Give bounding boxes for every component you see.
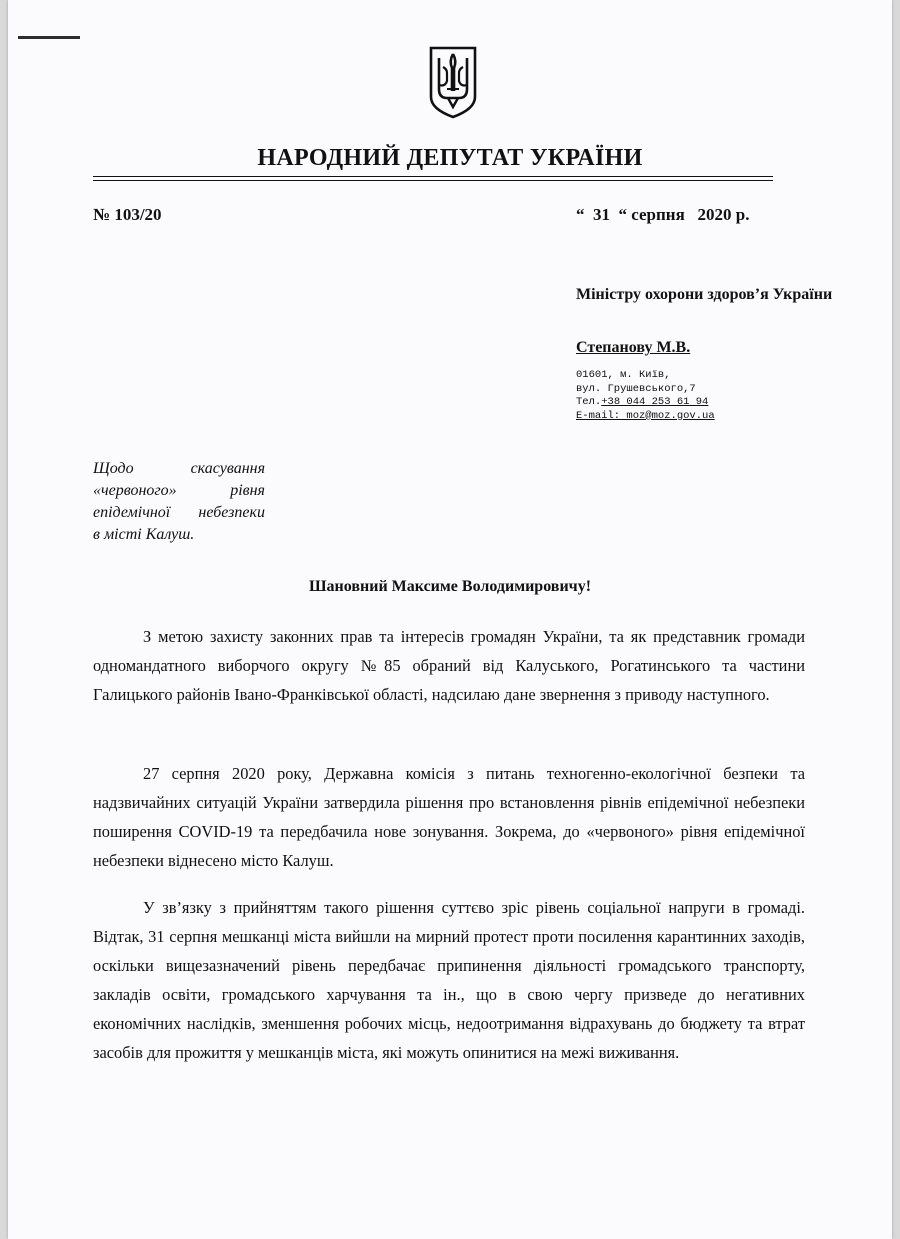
phone-link[interactable]: +38 044 253 61 94: [601, 396, 709, 408]
body-paragraph-1: [93, 622, 805, 709]
letter-page: [8, 0, 892, 1239]
recipient-position: Міністру охорони здоров’я України: [576, 286, 833, 303]
address-line-2: вул. Грушевського,7: [576, 382, 696, 395]
address-phone-row: [576, 396, 715, 410]
subject-line: Щодо скасування: [93, 460, 265, 477]
paragraph-text: З метою захисту законних прав та інтересів громадян України, та як представник громади одномандатного виборчого округу №85 обраний від Калуського, Рогатинського та частини Галицького районів Івано-Франківської області, надсилаю дане звернення з приводу наступного.: [93, 627, 805, 704]
body-paragraph-2: [93, 759, 805, 875]
recipient-address: [576, 369, 715, 423]
subject-line: «червоного» рівня: [93, 482, 265, 499]
letter-subject: [93, 458, 265, 546]
page-title: НАРОДНИЙ ДЕПУТАТ УКРАЇНИ: [257, 145, 643, 171]
recipient-name: Степанову М.В.: [576, 339, 691, 356]
paragraph-text: 27 серпня 2020 року, Державна комісія з питань техногенно-екологічної безпеки та надзвичайних ситуацій України затвердила рішення про встановлення рівнів епідемічної небезпеки поширення COVID-19 та передбачила нове зонування. Зокрема, до «червоного» рівня епідемічної небезпеки віднесено місто Калуш.: [93, 764, 805, 870]
subject-line: епідемічної небезпеки: [93, 504, 265, 521]
subject-line: в місті Калуш.: [93, 526, 195, 543]
corner-mark: [18, 36, 80, 39]
trident-emblem-icon: [428, 45, 478, 119]
email-link[interactable]: E-mail: moz@moz.gov.ua: [576, 409, 715, 422]
address-line-1: 01601, м. Київ,: [576, 369, 671, 381]
salutation: Шановний Максиме Володимировичу!: [308, 578, 592, 595]
paragraph-text: У зв’язку з прийняттям такого рішення суттєво зріс рівень соціальної напруги в громаді. Відтак, 31 серпня мешканці міста вийшли на мирний протест проти посилення карантинних заходів, оскільки вищезазначений рівень передбачає припинення діяльності громадського транспорту, закладів освіти, громадського харчування та ін., що в свою чергу призведе до негативних економічних наслідків, зменшення робочих місць, недоотримання відрахувань до бюджету та втрат засобів для прожиття у мешканців міста, які можуть опинитися на межі виживання.: [93, 898, 805, 1062]
document-date: “ 31 “ серпня 2020 р.: [576, 205, 750, 224]
body-paragraph-3: [93, 893, 805, 1067]
document-number: № 103/20: [93, 205, 162, 224]
phone-label: Тел.: [576, 396, 602, 408]
header-divider: [93, 176, 773, 181]
